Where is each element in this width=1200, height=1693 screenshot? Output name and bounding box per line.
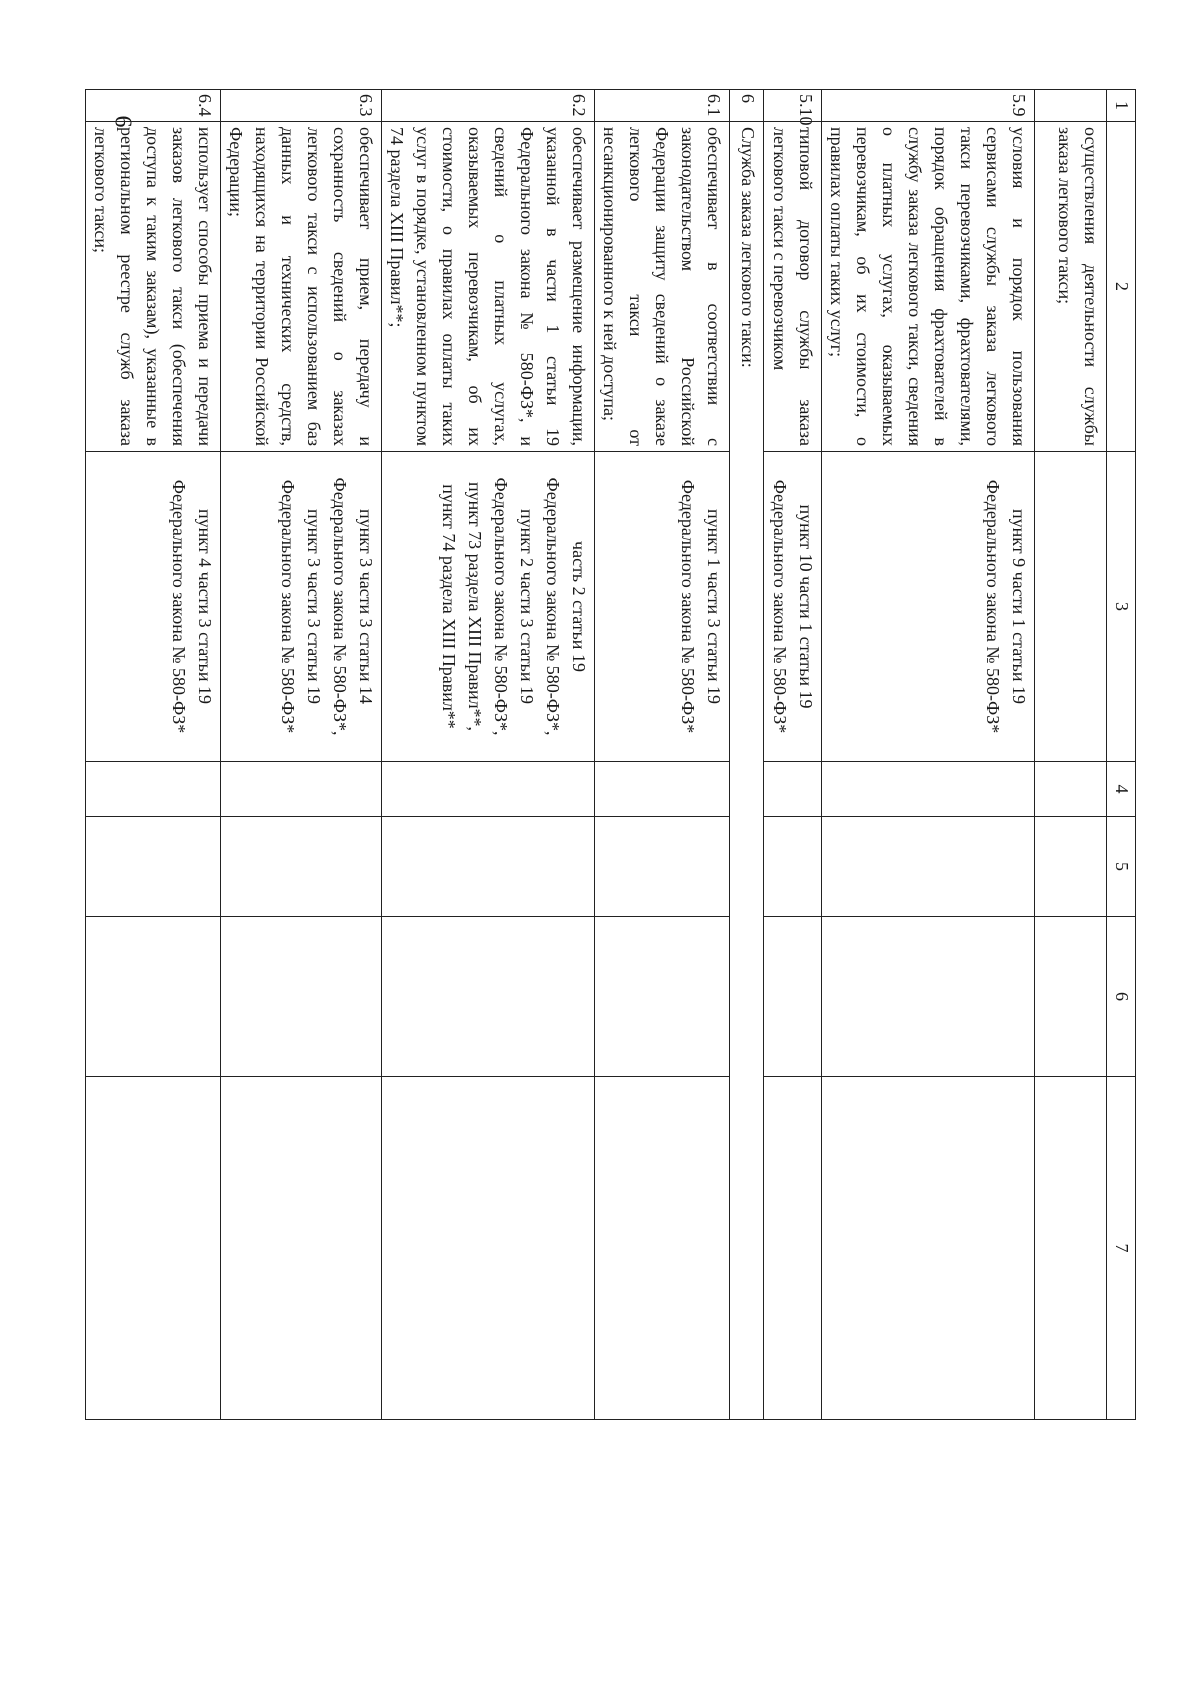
reference-line: Федерального закона № 580-ФЗ*, — [491, 477, 511, 736]
row-cell-5 — [86, 817, 221, 917]
row-number: 6.4 — [86, 90, 221, 122]
row-cell-6 — [1035, 917, 1107, 1077]
section-number: 6 — [730, 90, 764, 122]
section-title: Служба заказа легкового такси: — [730, 122, 764, 1420]
reference-line: Федерального закона № 580-ФЗ* — [983, 479, 1003, 734]
page-number: 6 — [109, 115, 136, 128]
row-description: осуществления деятельности службы заказа легкового такси; — [1035, 122, 1107, 452]
row-cell-6 — [764, 917, 822, 1077]
row-cell-7 — [86, 1077, 221, 1420]
col-header-5: 5 — [1107, 817, 1136, 917]
row-description: обеспечивает размещение информации, указанной в части 1 статьи 19 Федерального закона № 580-ФЗ*, и сведений о платных услугах, оказываемых перевозчикам, об их стоимости, о правилах оплаты таких услуг в порядке, установленном пунктом 74 раздела XIII Правил**; — [382, 122, 595, 452]
row-cell-7 — [1035, 1077, 1107, 1420]
row-description: использует способы приема и передачи заказов легкового такси (обеспечения доступа к таким заказам), указанные в региональном реестре служб заказа легкового такси; — [86, 122, 221, 452]
reference-line: пункт 2 части 3 статьи 19 — [517, 509, 537, 704]
row-description: обеспечивает прием, передачу и сохранность сведений о заказах легкового такси с использованием баз данных и технических средств, находящихся на территории Российской Федерации; — [221, 122, 382, 452]
reference-line: Федерального закона № 580-ФЗ* — [678, 479, 698, 734]
row-description: обеспечивает в соответствии с законодательством Российской Федерации защиту сведений о заказе легкового такси от несанкционированного к ней доступа; — [595, 122, 730, 452]
reference-line: Федерального закона № 580-ФЗ*, — [543, 477, 563, 736]
table-row — [86, 90, 221, 1420]
col-header-1: 1 — [1107, 90, 1136, 122]
section-row — [730, 90, 764, 1420]
row-cell-6 — [822, 917, 1035, 1077]
row-number: 6.1 — [595, 90, 730, 122]
row-reference — [1035, 452, 1107, 762]
row-reference — [764, 452, 822, 762]
row-cell-6 — [382, 917, 595, 1077]
header-row — [1107, 90, 1136, 1420]
reference-line: пункт 9 части 1 статьи 19 — [1009, 509, 1029, 704]
reference-line: пункт 4 части 3 статьи 19 — [195, 509, 215, 704]
row-cell-6 — [595, 917, 730, 1077]
col-header-2: 2 — [1107, 122, 1136, 452]
table-row — [221, 90, 382, 1420]
row-cell-7 — [221, 1077, 382, 1420]
reference-line: Федерального закона № 580-ФЗ* — [278, 479, 298, 734]
row-reference — [382, 452, 595, 762]
table-row — [1035, 90, 1107, 1420]
reference-line: часть 2 статьи 19 — [569, 541, 589, 672]
row-cell-5 — [382, 817, 595, 917]
reference-line: пункт 1 части 3 статьи 19 — [704, 509, 724, 704]
requirements-table — [85, 89, 1136, 1420]
row-cell-5 — [764, 817, 822, 917]
col-header-3: 3 — [1107, 452, 1136, 762]
reference-line: Федерального закона № 580-ФЗ* — [770, 479, 790, 734]
row-number: 6.3 — [221, 90, 382, 122]
row-cell-4 — [221, 762, 382, 817]
row-description: типовой договор службы заказа легкового такси с перевозчиком — [764, 122, 822, 452]
row-cell-5 — [1035, 817, 1107, 917]
row-description: условия и порядок пользования сервисами службы заказа легкового такси перевозчиками, фрахтователями, порядок обращения фрахтователей в службу заказа легкового такси, сведения о платных услугах, оказываемых перевозчикам, об их стоимости, о правилах оплаты таких услуг; — [822, 122, 1035, 452]
row-cell-7 — [764, 1077, 822, 1420]
reference-line: пункт 3 части 3 статьи 14 — [356, 509, 376, 704]
row-number — [1035, 90, 1107, 122]
row-number: 6.2 — [382, 90, 595, 122]
reference-line: пункт 3 части 3 статьи 19 — [304, 509, 324, 704]
row-cell-4 — [1035, 762, 1107, 817]
row-cell-5 — [595, 817, 730, 917]
reference-line: пункт 74 раздела XIII Правил** — [439, 484, 459, 729]
row-cell-7 — [822, 1077, 1035, 1420]
row-cell-4 — [382, 762, 595, 817]
table-row — [764, 90, 822, 1420]
col-header-4: 4 — [1107, 762, 1136, 817]
row-cell-6 — [221, 917, 382, 1077]
table-row — [382, 90, 595, 1420]
reference-line: пункт 73 раздела XIII Правил**, — [465, 481, 485, 732]
reference-line: пункт 10 части 1 статьи 19 — [796, 504, 816, 709]
row-cell-5 — [221, 817, 382, 917]
row-cell-7 — [595, 1077, 730, 1420]
row-reference — [822, 452, 1035, 762]
row-cell-4 — [822, 762, 1035, 817]
col-header-6: 6 — [1107, 917, 1136, 1077]
row-reference — [221, 452, 382, 762]
row-cell-4 — [595, 762, 730, 817]
reference-line: Федерального закона № 580-ФЗ* — [169, 479, 189, 734]
row-cell-4 — [86, 762, 221, 817]
row-cell-6 — [86, 917, 221, 1077]
row-reference — [86, 452, 221, 762]
reference-line: Федерального закона № 580-ФЗ*, — [330, 477, 350, 736]
rotated-table-wrapper — [91, 89, 1136, 1419]
row-cell-7 — [382, 1077, 595, 1420]
row-reference — [595, 452, 730, 762]
table-row — [595, 90, 730, 1420]
row-cell-5 — [822, 817, 1035, 917]
row-number: 5.9 — [822, 90, 1035, 122]
table-row — [822, 90, 1035, 1420]
row-number: 5.10 — [764, 90, 822, 122]
row-cell-4 — [764, 762, 822, 817]
col-header-7: 7 — [1107, 1077, 1136, 1420]
